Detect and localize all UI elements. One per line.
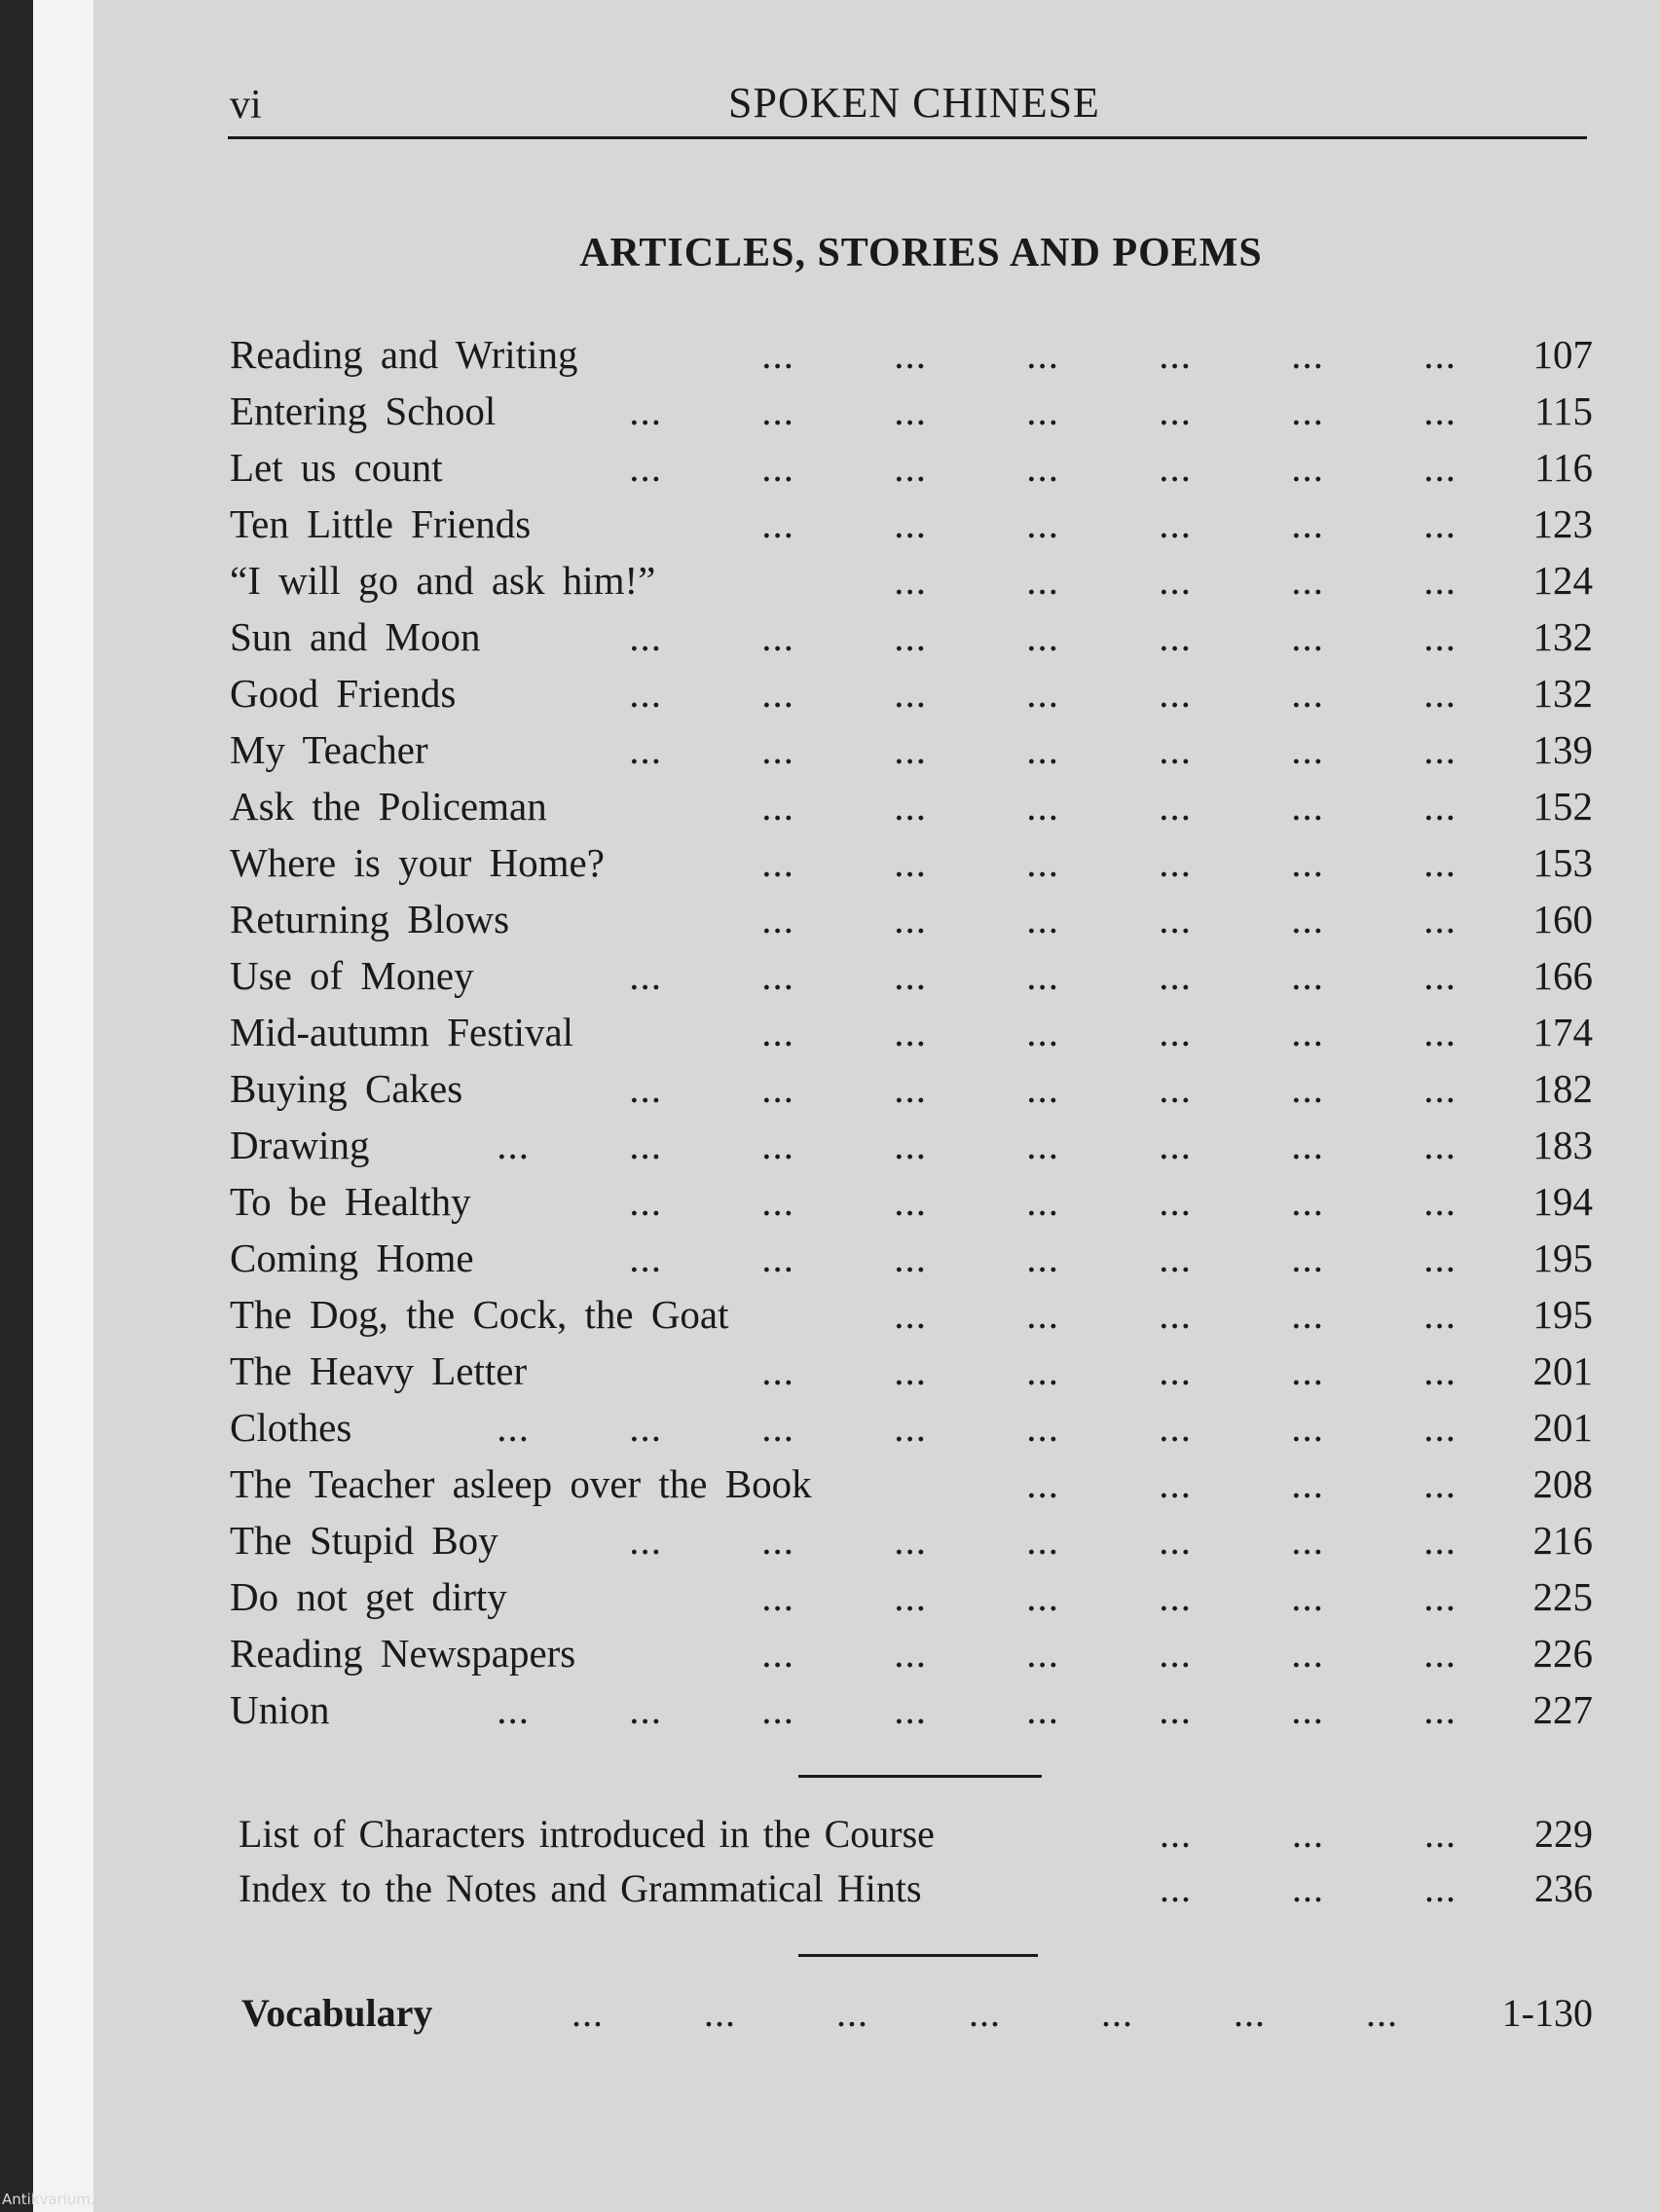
book-spine — [0, 0, 33, 2212]
toc-entry-title: The Stupid Boy — [230, 1518, 498, 1563]
toc-entry-page: 166 — [1532, 953, 1593, 998]
toc-entry-title: List of Characters introduced in the Course — [239, 1812, 935, 1856]
toc-entry-page: 226 — [1532, 1631, 1593, 1676]
toc-leader: ... ... ... ... ... ... — [761, 1348, 1456, 1393]
toc-entry-page: 208 — [1532, 1461, 1593, 1506]
toc-leader: ... ... ... ... ... ... ... — [629, 671, 1456, 716]
watermark: Antikvarium.hu — [2, 2191, 114, 2208]
toc-leader: ... ... ... ... ... — [894, 1292, 1456, 1337]
toc-entry[interactable] — [230, 386, 1593, 442]
toc-entry-title: The Teacher asleep over the Book — [230, 1461, 812, 1506]
toc-entry[interactable] — [230, 1402, 1593, 1458]
toc-entry-page: 236 — [1534, 1866, 1593, 1910]
toc-entry[interactable] — [230, 724, 1593, 781]
toc-entry-page: 195 — [1532, 1292, 1593, 1337]
toc-entry-page: 153 — [1532, 840, 1593, 885]
toc-entry-title: Union — [230, 1687, 330, 1732]
toc-leader: ... ... ... ... ... — [894, 558, 1456, 603]
toc-leader: ... ... ... ... ... ... ... — [629, 445, 1456, 490]
toc-entry[interactable] — [230, 950, 1593, 1007]
toc-leader: ... ... ... ... — [1026, 1461, 1456, 1506]
toc-entry-title: Where is your Home? — [230, 840, 605, 885]
toc-entry-title: Mid-autumn Festival — [230, 1010, 574, 1054]
toc-entry[interactable] — [230, 1176, 1593, 1233]
toc-entry-title: Use of Money — [230, 953, 474, 998]
toc-entry-page: 229 — [1534, 1812, 1593, 1856]
toc-entry-page: 227 — [1532, 1687, 1593, 1732]
toc-list — [230, 329, 1593, 1741]
toc-entry[interactable] — [239, 1863, 1593, 1918]
toc-entry[interactable] — [230, 1346, 1593, 1402]
toc-entry[interactable] — [230, 894, 1593, 950]
toc-entry-page: 182 — [1532, 1066, 1593, 1111]
toc-leader: ... ... ... ... ... ... ... — [629, 1066, 1456, 1111]
toc-leader: ... ... ... ... ... ... ... — [629, 1179, 1456, 1224]
toc-entry[interactable] — [239, 1809, 1593, 1863]
toc-entry[interactable] — [230, 498, 1593, 555]
toc-leader: ... ... ... ... ... ... ... — [571, 1991, 1398, 2035]
toc-leader: ... ... ... ... ... ... — [761, 332, 1456, 377]
toc-entry-title: Let us count — [230, 445, 443, 490]
toc-entry-title: Coming Home — [230, 1235, 474, 1280]
toc-entry-title: The Dog, the Cock, the Goat — [230, 1292, 729, 1337]
toc-leader: ... ... ... ... ... ... — [761, 1631, 1456, 1676]
toc-entry-title: Entering School — [230, 388, 497, 433]
toc-leader: ... ... ... ... ... ... ... ... — [497, 1405, 1456, 1450]
toc-entry-title: Reading Newspapers — [230, 1631, 576, 1676]
page-edge — [33, 0, 93, 2212]
toc-leader: ... ... ... ... ... ... ... — [629, 1235, 1456, 1280]
toc-entry-page: 183 — [1532, 1123, 1593, 1167]
section-title: ARTICLES, STORIES AND POEMS — [579, 231, 1263, 276]
toc-entry[interactable] — [230, 837, 1593, 894]
toc-entry-page: 225 — [1532, 1574, 1593, 1619]
toc-entry-title: Drawing — [230, 1123, 370, 1167]
toc-leader: ... ... ... ... ... ... — [761, 1574, 1456, 1619]
toc-entry[interactable] — [230, 1063, 1593, 1120]
toc-entry-page: 116 — [1534, 445, 1593, 490]
toc-entry-title: To be Healthy — [230, 1179, 471, 1224]
toc-entry[interactable] — [230, 1458, 1593, 1515]
toc-entry-title: My Teacher — [230, 727, 428, 772]
toc-entry[interactable] — [230, 1684, 1593, 1741]
toc-entry-title: Index to the Notes and Grammatical Hints — [239, 1866, 922, 1910]
toc-entry-title: Reading and Writing — [230, 332, 578, 377]
toc-leader: ... ... ... ... ... ... — [761, 501, 1456, 546]
toc-entry-page: 201 — [1532, 1405, 1593, 1450]
toc-leader: ... ... ... ... ... ... — [761, 840, 1456, 885]
toc-entry[interactable] — [230, 442, 1593, 498]
appendix-list — [239, 1809, 1593, 1918]
toc-entry-title: “I will go and ask him!” — [230, 558, 656, 603]
toc-leader: ... ... ... ... ... ... ... — [629, 614, 1456, 659]
toc-entry-page: 124 — [1532, 558, 1593, 603]
toc-leader: ... ... ... — [1160, 1812, 1456, 1856]
toc-entry-page: 123 — [1532, 501, 1593, 546]
running-title: SPOKEN CHINESE — [728, 79, 1100, 127]
toc-entry-title: Clothes — [230, 1405, 352, 1450]
toc-entry-vocabulary[interactable] — [241, 1988, 1593, 2046]
toc-entry-page: 115 — [1534, 388, 1593, 433]
toc-entry-title: The Heavy Letter — [230, 1348, 528, 1393]
toc-entry-page: 132 — [1532, 614, 1593, 659]
toc-entry-page: 194 — [1532, 1179, 1593, 1224]
toc-entry-page: 107 — [1532, 332, 1593, 377]
toc-leader: ... ... ... ... ... ... ... ... — [497, 1687, 1456, 1732]
toc-leader: ... ... ... ... ... ... ... — [629, 953, 1456, 998]
header-rule — [228, 136, 1587, 139]
toc-entry[interactable] — [230, 1289, 1593, 1346]
toc-leader: ... ... ... ... ... ... — [761, 897, 1456, 941]
toc-entry-page: 1-130 — [1501, 1991, 1593, 2035]
toc-entry-title: Sun and Moon — [230, 614, 481, 659]
toc-entry[interactable] — [230, 1571, 1593, 1628]
toc-entry-title: Ask the Policeman — [230, 784, 547, 829]
toc-leader: ... ... ... ... ... ... — [761, 1010, 1456, 1054]
divider-rule — [798, 1954, 1038, 1957]
toc-entry[interactable] — [230, 781, 1593, 837]
toc-entry-page: 174 — [1532, 1010, 1593, 1054]
toc-entry-title: Do not get dirty — [230, 1574, 507, 1619]
toc-entry[interactable] — [230, 1628, 1593, 1684]
toc-entry[interactable] — [230, 329, 1593, 386]
toc-entry-title: Good Friends — [230, 671, 457, 716]
toc-entry[interactable] — [230, 611, 1593, 668]
toc-entry[interactable] — [230, 668, 1593, 724]
toc-entry[interactable] — [230, 555, 1593, 611]
toc-leader: ... ... ... ... ... ... ... — [629, 1518, 1456, 1563]
toc-entry-page: 195 — [1532, 1235, 1593, 1280]
divider-rule — [798, 1775, 1042, 1778]
toc-entry-page: 132 — [1532, 671, 1593, 716]
toc-leader: ... ... ... — [1160, 1866, 1456, 1910]
toc-entry[interactable] — [230, 1007, 1593, 1063]
toc-entry-page: 216 — [1532, 1518, 1593, 1563]
toc-entry-title: Ten Little Friends — [230, 501, 532, 546]
toc-entry-page: 201 — [1532, 1348, 1593, 1393]
toc-leader: ... ... ... ... ... ... ... — [629, 388, 1456, 433]
toc-entry-page: 152 — [1532, 784, 1593, 829]
page-folio: vi — [230, 83, 262, 128]
toc-leader: ... ... ... ... ... ... — [761, 784, 1456, 829]
toc-leader: ... ... ... ... ... ... ... — [629, 727, 1456, 772]
toc-entry[interactable] — [230, 1515, 1593, 1571]
toc-entry-page: 160 — [1532, 897, 1593, 941]
toc-entry-page: 139 — [1532, 727, 1593, 772]
toc-entry-title: Vocabulary — [241, 1991, 433, 2035]
toc-entry-title: Buying Cakes — [230, 1066, 463, 1111]
toc-entry-title: Returning Blows — [230, 897, 510, 941]
toc-entry[interactable] — [230, 1120, 1593, 1176]
toc-entry[interactable] — [230, 1233, 1593, 1289]
toc-leader: ... ... ... ... ... ... ... ... — [497, 1123, 1456, 1167]
